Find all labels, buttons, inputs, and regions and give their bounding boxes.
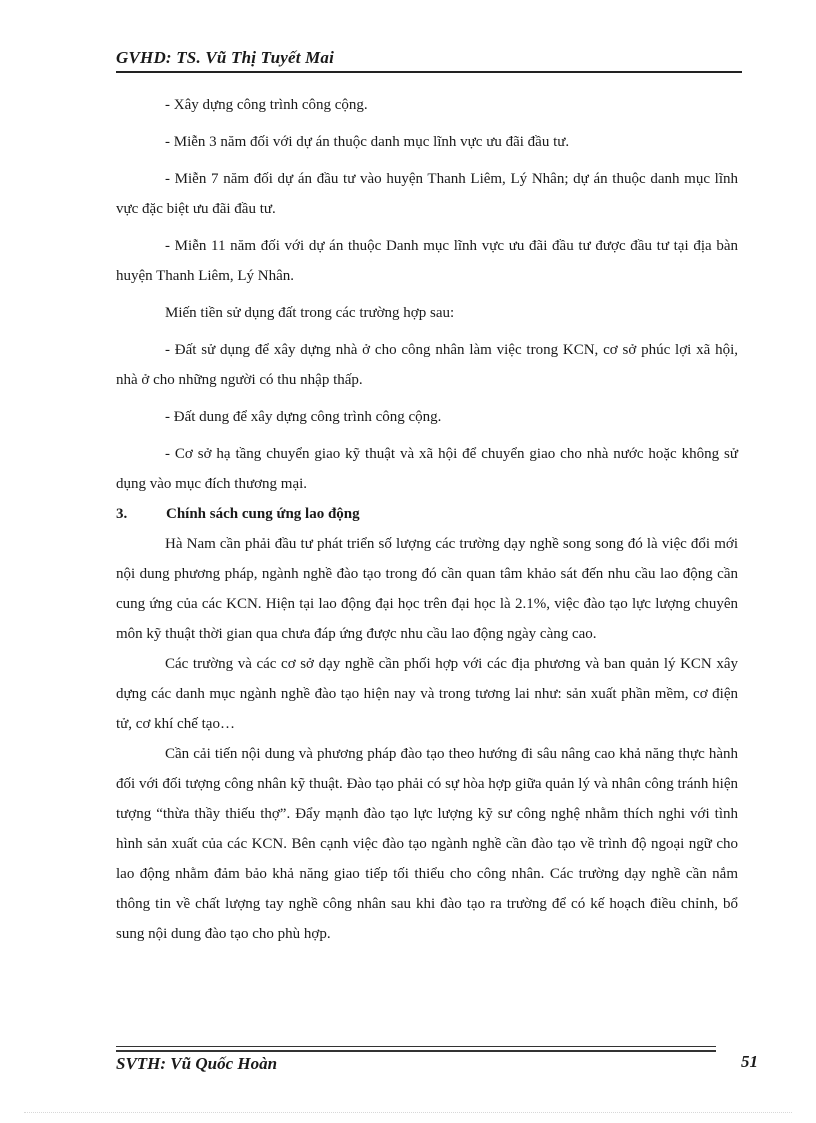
land-fee-exemption-intro: Miến tiền sử dụng đất trong các trường hợp sau: [165, 305, 455, 321]
bullet-public-land: - Đất dung để xây dựng công trình công cộng. [165, 409, 442, 425]
bullet-exempt-7-years: - Miễn 7 năm đối dự án đầu tư vào huyện Thanh Liêm, Lý Nhân; dự án thuộc danh mục lĩnh vực đặc biệt ưu đãi đầu tư. [116, 171, 738, 217]
bullet-exempt-3-years: - Miễn 3 năm đối với dự án thuộc danh mục lĩnh vực ưu đãi đầu tư. [165, 134, 570, 150]
section-title: Chính sách cung ứng lao động [166, 506, 360, 522]
footer-divider-thin [116, 1046, 716, 1047]
page-footer [116, 1044, 764, 1084]
section-number: 3. [116, 506, 128, 522]
page-body [116, 88, 738, 949]
student-label: SVTH: Vũ Quốc Hoàn [116, 1054, 278, 1073]
page-number: 51 [741, 1052, 758, 1071]
bullet-public-works: - Xây dựng công trình công cộng. [165, 97, 368, 113]
page-header [116, 48, 742, 74]
section-heading [116, 499, 738, 529]
labor-paragraph-3: Cần cải tiến nội dung và phương pháp đào tạo theo hướng đi sâu nâng cao khả năng thực hành đối với đối tượng công nhân kỹ thuật. Đào tạo phải có sự hòa hợp giữa quản lý và nhân công tránh hiện tượng “thừa thầy thiếu thợ”. Đẩy mạnh đào tạo lực lượng kỹ sư công nghệ nhằm thích nghi với tình hình sản xuất của các KCN. Bên cạnh việc đào tạo ngành nghề cần đào tạo về trình độ ngoại ngữ cho lao động nhằm đảm bảo khả năng giao tiếp tối thiểu cho công nhân. Các trường dạy nghề cần nắm thông tin về chất lượng tay nghề công nhân sau khi đào tạo ra trường để có kế hoạch điều chỉnh, bổ sung nội dung đào tạo cho phù hợp. [116, 746, 738, 942]
labor-paragraph-2: Các trường và các cơ sở dạy nghề cần phối hợp với các địa phương và ban quản lý KCN xây dựng các danh mục ngành nghề đào tạo hiện nay và trong tương lai như: sản xuất phần mềm, cơ điện tử, cơ khí chế tạo… [116, 656, 738, 732]
bullet-exempt-11-years: - Miễn 11 năm đối với dự án thuộc Danh mục lĩnh vực ưu đãi đầu tư được đầu tư tại địa bàn huyện Thanh Liêm, Lý Nhân. [116, 238, 738, 284]
header-divider [116, 71, 742, 73]
supervisor-label: GVHD: TS. Vũ Thị Tuyết Mai [116, 48, 335, 67]
bullet-infrastructure-transfer: - Cơ sở hạ tầng chuyển giao kỹ thuật và xã hội để chuyển giao cho nhà nước hoặc không sử dụng vào mục đích thương mại. [116, 446, 738, 492]
labor-paragraph-1: Hà Nam cần phải đầu tư phát triển số lượng các trường dạy nghề song song đó là việc đổi mới nội dung phương pháp, ngành nghề đào tạo trong đó cần quan tâm khảo sát đến nhu cầu lao động cần cung ứng của các KCN. Hiện tại lao động đại học trên đại học là 2.1%, việc đào tạo lực lượng chuyên môn kỹ thuật thời gian qua chưa đáp ứng được nhu cầu lao động ngày càng cao. [116, 536, 738, 642]
page-edge-dots [24, 1112, 792, 1113]
bullet-worker-housing: - Đất sử dụng để xây dựng nhà ở cho công nhân làm việc trong KCN, cơ sở phúc lợi xã hội, nhà ở cho những người có thu nhập thấp. [116, 342, 738, 388]
footer-divider-thick [116, 1050, 716, 1052]
